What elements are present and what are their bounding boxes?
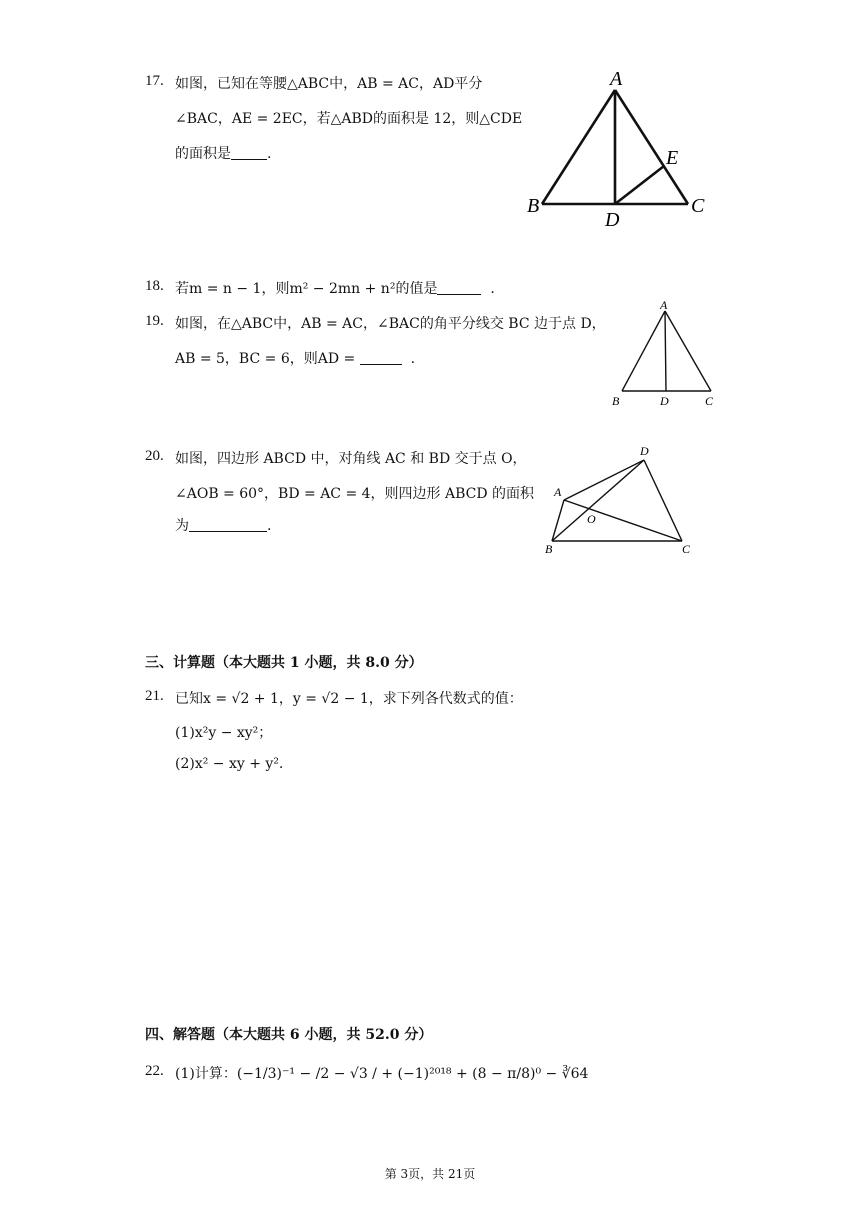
q17-line1: 如图，已知在等腰△ABC中，AB = AC，AD平分 [175, 76, 483, 92]
q17-segment-ab [542, 90, 615, 204]
q20-line1: 如图，四边形 ABCD 中，对角线 AC 和 BD 交于点 O， [175, 451, 527, 467]
q17-label-e: E [666, 147, 679, 169]
q19-segment-ab [622, 311, 665, 391]
q19-line2 [175, 348, 415, 368]
q17-label-b: B [527, 195, 540, 217]
q19-figure [605, 297, 725, 412]
q20-label-b: B [545, 542, 553, 556]
q17-label-a: A [610, 68, 623, 90]
q17-line3 [175, 143, 271, 163]
q20-line2: ∠AOB = 60°，BD = AC = 4，则四边形 ABCD 的面积 [175, 486, 535, 502]
q20-end: . [267, 518, 272, 534]
q20-label-c: C [682, 542, 691, 556]
q17-label-c: C [691, 195, 705, 217]
q20-line3 [175, 515, 271, 535]
q20-answer-blank [189, 517, 267, 532]
q17-label-d: D [605, 209, 620, 231]
q17-line2: ∠BAC，AE = 2EC，若△ABD的面积是 12，则△CDE [175, 111, 523, 127]
q20-figure [540, 440, 700, 560]
q20-label-o: O [587, 512, 596, 526]
q17-line3-text: 的面积是 [175, 146, 231, 162]
q19-segment-ad [665, 311, 666, 391]
q17-number: 17. [145, 73, 164, 89]
q17-line3-end: . [267, 146, 272, 162]
q19-line2-text: AB = 5，BC = 6，则AD = [175, 351, 356, 367]
q20-segment-dc [644, 460, 682, 541]
q20-label-d: D [640, 444, 649, 458]
q20-line3-text: 为 [175, 518, 189, 534]
q18-answer-blank [437, 280, 481, 295]
q22-number: 22. [145, 1063, 164, 1079]
q19-segment-ac [665, 311, 711, 391]
q21-number: 21. [145, 688, 164, 704]
q21-part1: (1)x²y − xy²； [175, 725, 273, 741]
q19-label-d: D [660, 394, 669, 408]
q20-label-a: A [554, 485, 562, 499]
section4-title: 四、解答题（本大题共 6 小题，共 52.0 分） [145, 1027, 433, 1043]
q19-line1: 如图，在△ABC中，AB = AC，∠BAC的角平分线交 BC 边于点 D， [175, 316, 606, 332]
page-footer: 第 3页，共 21页 [384, 1167, 476, 1181]
q20-number: 20. [145, 448, 164, 464]
q22-text: (1)计算：(−1/3)⁻¹ − /2 − √3 / + (−1)²⁰¹⁸ + (8 − π/8)⁰ − ∛64 [175, 1066, 589, 1082]
q18-end: . [490, 281, 495, 297]
q19-label-a: A [660, 298, 668, 312]
q17-figure [525, 62, 715, 232]
q21-part2: (2)x² − xy + y². [175, 756, 284, 772]
q19-label-b: B [612, 394, 620, 408]
q17-segment-de [615, 166, 664, 204]
q21-line1: 已知x = √2 + 1，y = √2 − 1，求下列各代数式的值： [175, 691, 523, 707]
q19-label-c: C [705, 394, 714, 408]
q19-end: . [410, 351, 416, 367]
q18-line [175, 278, 495, 298]
q18-text: 若m = n − 1，则m² − 2mn + n²的值是 [175, 281, 438, 297]
q19-number: 19. [145, 313, 164, 329]
q19-answer-blank [360, 350, 402, 365]
q17-answer-blank [231, 145, 267, 160]
q18-number: 18. [145, 278, 164, 294]
q20-diagonal-ac [564, 500, 682, 541]
q20-segment-ad [564, 460, 644, 500]
section3-title: 三、计算题（本大题共 1 小题，共 8.0 分） [145, 655, 423, 671]
